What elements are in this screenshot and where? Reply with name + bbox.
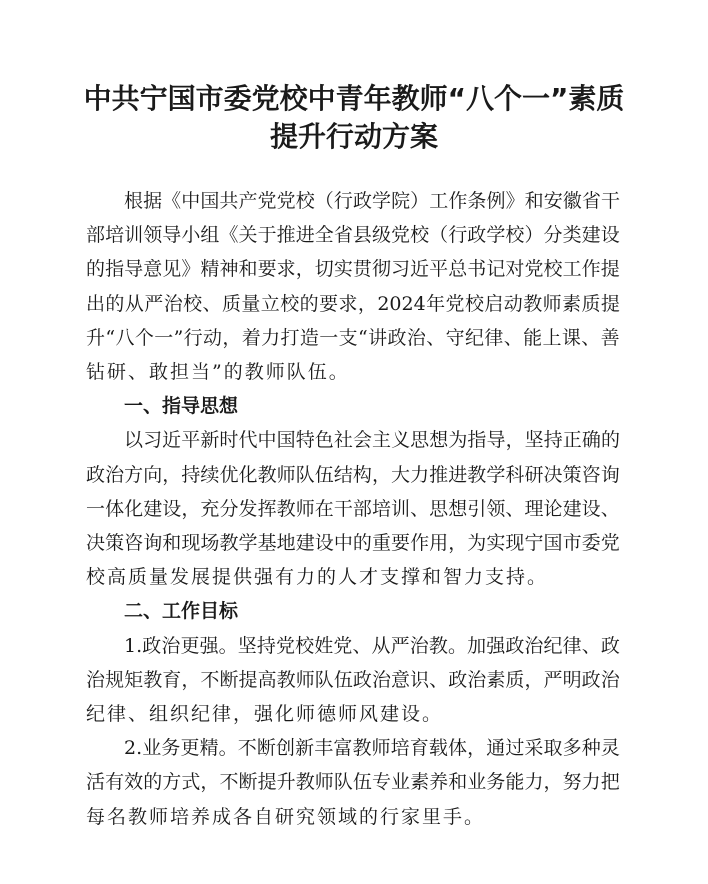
paragraph-line: 活 有 效 的 方 式 ， 不 断 提 升 教 师 队 伍 专 业 素 养 和 业 务 能 力 ， 努 力 把 <box>86 771 620 793</box>
paragraph-line: 升 “ 八 个 一 ” 行 动 ， 着 力 打 造 一 支 “ 讲 政 治 、 守 纪 律 、 能 上 课 、 善 <box>86 327 620 349</box>
paragraph-line: 以 习 近 平 新 时 代 中 国 特 色 社 会 主 义 思 想 为 指 导 ， 坚 持 正 确 的 <box>124 429 620 451</box>
paragraph-line: 一 体 化 建 设 ， 充 分 发 挥 教 师 在 干 部 培 训 、 思 想 引 领 、 理 论 建 设 、 <box>86 498 620 520</box>
document-title <box>60 80 648 156</box>
paragraph-line: 部 培 训 领 导 小 组 《 关 于 推 进 全 省 县 级 党 校 （ 行 政 学 校 ） 分 类 建 设 <box>86 224 620 246</box>
paragraph-line: 校高质量发展提供强有力的人才支撑和智力支持。 <box>86 566 549 588</box>
paragraph-line: 政 治 方 向 ， 持 续 优 化 教 师 队 伍 结 构 ， 大 力 推 进 教 学 科 研 决 策 咨 询 <box>86 464 620 486</box>
paragraph-line: 纪律、组织纪律，强化师德师风建设。 <box>86 703 444 725</box>
paragraph-line: 出 的 从 严 治 校 、 质 量 立 校 的 要 求 ， 2024 年 党 校 启 动 教 师 素 质 提 <box>86 293 620 315</box>
paragraph-line: 钻研、敢担当”的教师队伍。 <box>86 361 350 383</box>
paragraph-line: 治 规 矩 教 育 ， 不 断 提 高 教 师 队 伍 政 治 意 识 、 政 治 素 质 ， 严 明 政 治 <box>86 669 620 691</box>
paragraph-line: 2. 业 务 更 精 。 不 断 创 新 丰 富 教 师 培 育 载 体 ， 通 过 采 取 多 种 灵 <box>124 737 620 759</box>
section-heading: 二、工作目标 <box>124 600 239 622</box>
paragraph-line: 1. 政 治 更 强 。 坚 持 党 校 姓 党 、 从 严 治 教 。 加 强 政 治 纪 律 、 政 <box>124 635 620 657</box>
paragraph-line: 根 据 《 中 国 共 产 党 党 校 （ 行 政 学 院 ） 工 作 条 例 》 和 安 徽 省 干 <box>124 190 620 212</box>
title-line-2: 提升行动方案 <box>269 120 438 153</box>
section-heading: 一、指导思想 <box>124 395 239 417</box>
paragraph-line: 每名教师培养成各自研究领域的行家里手。 <box>86 806 486 828</box>
title-line-1: 中共宁国市委党校中青年教师“八个一”素质 <box>83 82 625 115</box>
paragraph-line: 的 指 导 意 见 》 精 神 和 要 求 ， 切 实 贯 彻 习 近 平 总 书 记 对 党 校 工 作 提 <box>86 258 620 280</box>
paragraph-line: 决 策 咨 询 和 现 场 教 学 基 地 建 设 中 的 重 要 作 用 ， 为 实 现 宁 国 市 委 党 <box>86 532 620 554</box>
